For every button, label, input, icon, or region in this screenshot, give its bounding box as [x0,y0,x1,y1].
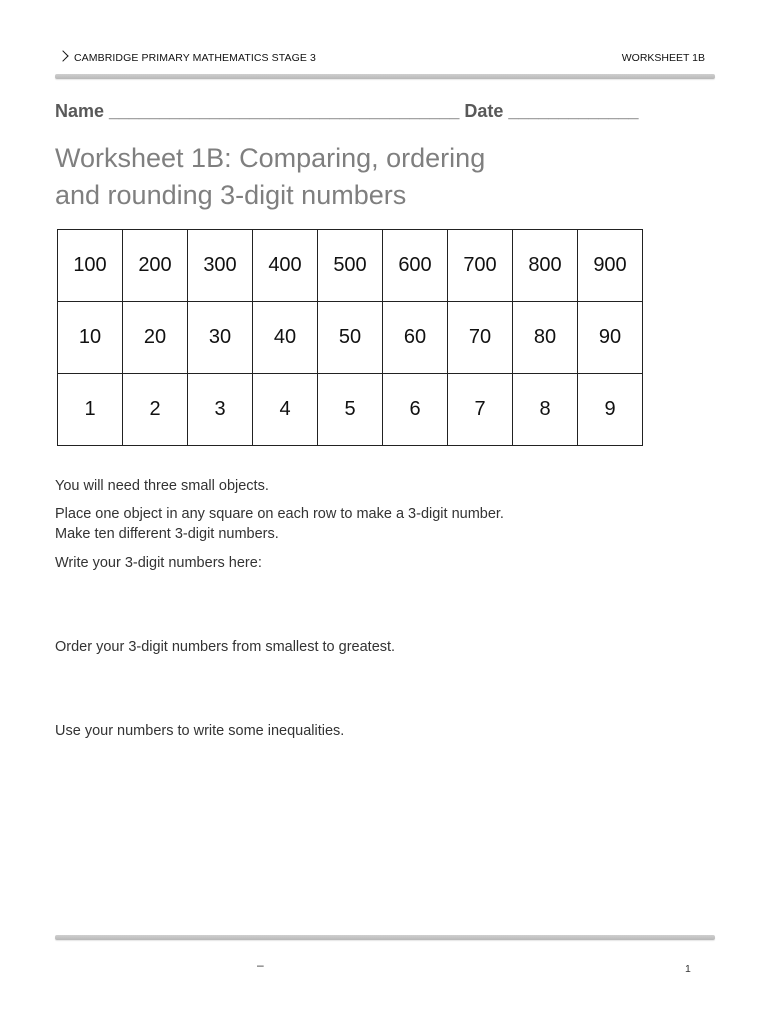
header-course-title: CAMBRIDGE PRIMARY MATHEMATICS STAGE 3 [74,52,316,64]
grid-cell: 1 [58,374,123,446]
grid-cell: 500 [318,230,383,302]
grid-cell: 70 [448,302,513,374]
grid-cell: 6 [383,374,448,446]
instruction-place-line-2: Make ten different 3-digit numbers. [55,526,279,542]
grid-cell: 9 [578,374,643,446]
place-value-grid [57,229,643,446]
grid-cell: 40 [253,302,318,374]
grid-cell: 30 [188,302,253,374]
grid-cell: 60 [383,302,448,374]
instruction-inequalities: Use your numbers to write some inequalities. [55,723,345,739]
page-header [55,48,715,72]
header-worksheet-label: WORKSHEET 1B [621,52,705,64]
instruction-order: Order your 3-digit numbers from smallest to greatest. [55,639,396,655]
grid-cell: 4 [253,374,318,446]
grid-cell: 90 [578,302,643,374]
grid-cell: 50 [318,302,383,374]
grid-cell: 600 [383,230,448,302]
grid-row [58,302,643,374]
grid-cell: 300 [188,230,253,302]
instruction-place-line-1: Place one object in any square on each row to make a 3-digit number. [55,506,504,522]
grid-row [58,374,643,446]
title-line-1: Worksheet 1B: Comparing, ordering [55,143,486,173]
grid-cell: 2 [123,374,188,446]
grid-row [58,230,643,302]
grid-cell: 10 [58,302,123,374]
grid-cell: 8 [513,374,578,446]
grid-cell: 5 [318,374,383,446]
grid-cell: 7 [448,374,513,446]
grid-cell: 80 [513,302,578,374]
grid-cell: 700 [448,230,513,302]
grid-cell: 400 [253,230,318,302]
grid-cell: 3 [188,374,253,446]
title-line-2: and rounding 3-digit numbers [55,180,407,210]
instruction-write: Write your 3-digit numbers here: [55,555,262,571]
footer-divider [55,935,715,940]
grid-cell: 100 [58,230,123,302]
header-divider [55,74,715,79]
grid-cell: 200 [123,230,188,302]
chevron-right-icon [57,50,68,61]
footer-dash: – [257,958,264,972]
name-date-line: Name ___________________________________ Date _____________ [55,101,639,121]
grid-cell: 20 [123,302,188,374]
grid-cell: 800 [513,230,578,302]
instruction-objects: You will need three small objects. [55,478,269,494]
grid-cell: 900 [578,230,643,302]
page-number: 1 [685,963,691,975]
page-title [55,140,615,214]
